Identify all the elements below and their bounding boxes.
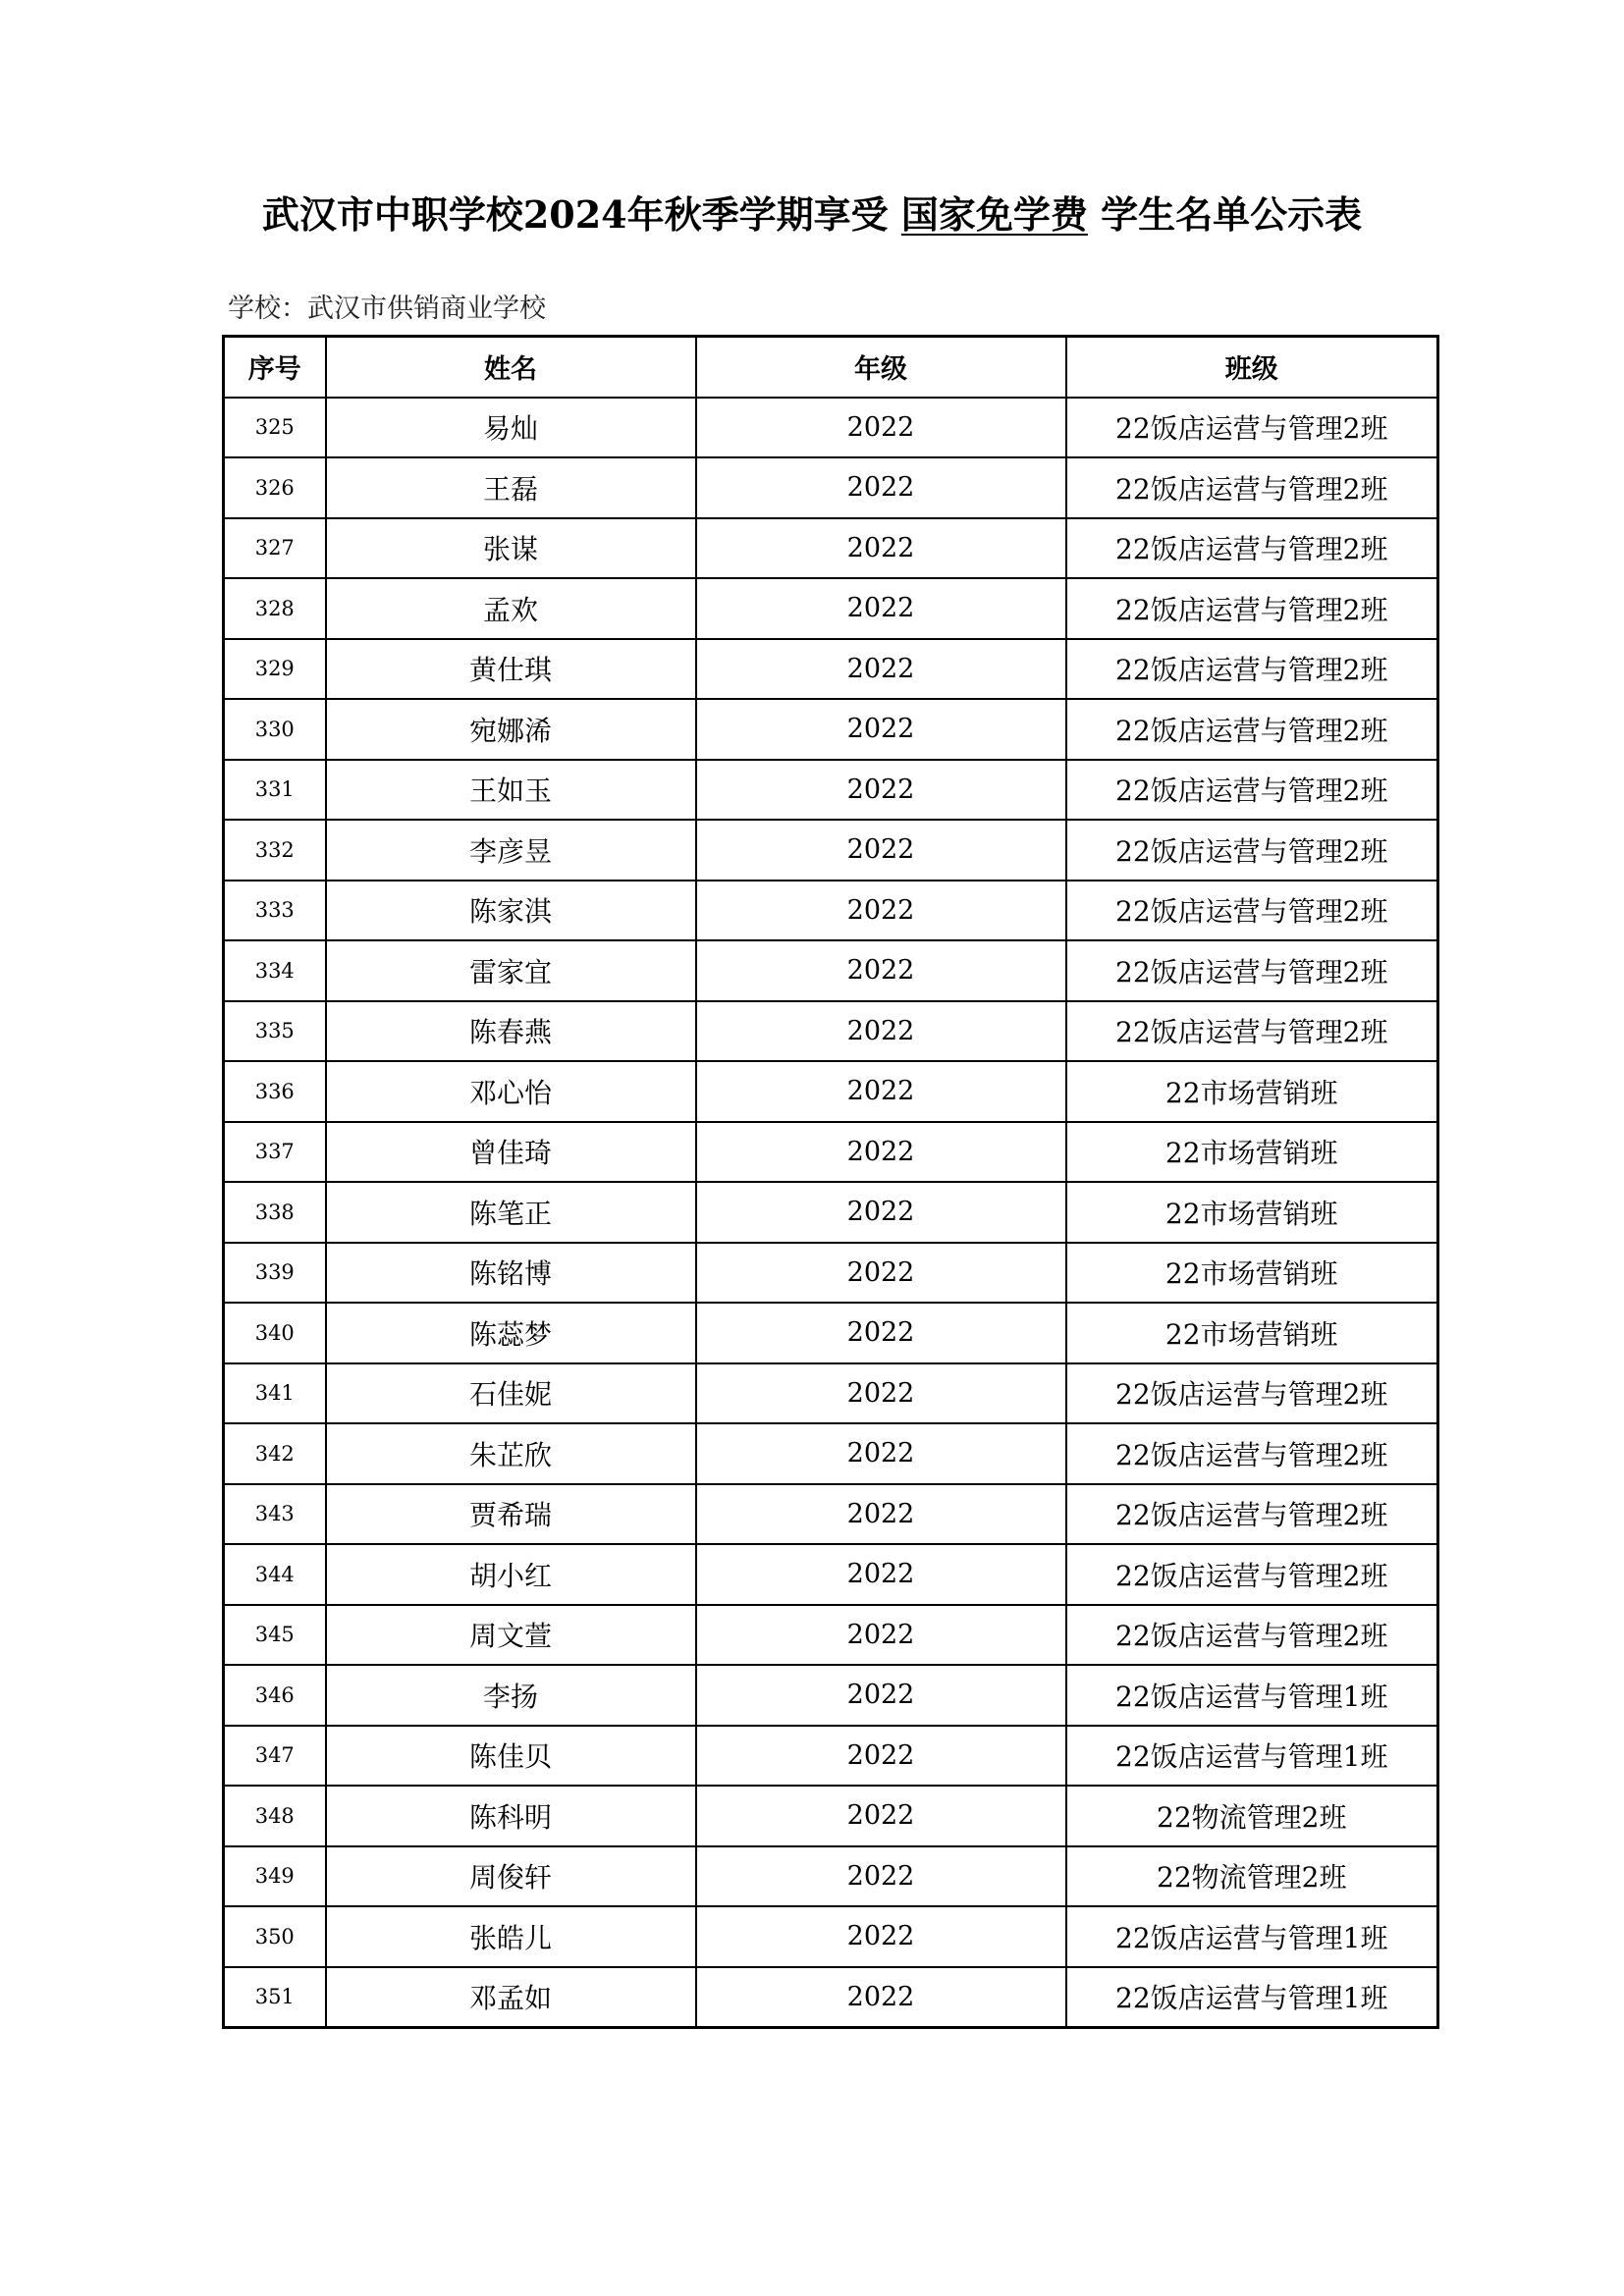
cell-name: 王磊 — [326, 457, 696, 518]
cell-grade: 2022 — [696, 1967, 1066, 2028]
cell-name: 周俊轩 — [326, 1846, 696, 1907]
cell-seq: 350 — [224, 1906, 326, 1967]
cell-class: 22饭店运营与管理1班 — [1066, 1665, 1438, 1726]
cell-name: 陈佳贝 — [326, 1726, 696, 1787]
cell-class: 22饭店运营与管理2班 — [1066, 1484, 1438, 1545]
cell-grade: 2022 — [696, 457, 1066, 518]
table-row — [224, 760, 1438, 821]
title-suffix: 学生名单公示表 — [1101, 192, 1363, 237]
header-grade: 年级 — [696, 337, 1066, 398]
cell-seq: 327 — [224, 518, 326, 579]
cell-seq: 328 — [224, 578, 326, 639]
cell-grade: 2022 — [696, 1001, 1066, 1062]
table-row — [224, 699, 1438, 760]
cell-name: 陈春燕 — [326, 1001, 696, 1062]
cell-name: 邓心怡 — [326, 1061, 696, 1122]
cell-seq: 346 — [224, 1665, 326, 1726]
cell-grade: 2022 — [696, 1363, 1066, 1424]
cell-grade: 2022 — [696, 1303, 1066, 1363]
table-row — [224, 1605, 1438, 1666]
cell-seq: 338 — [224, 1182, 326, 1243]
cell-name: 胡小红 — [326, 1544, 696, 1605]
cell-class: 22饭店运营与管理2班 — [1066, 1544, 1438, 1605]
page-title — [0, 185, 1624, 239]
cell-class: 22饭店运营与管理2班 — [1066, 1605, 1438, 1666]
header-class: 班级 — [1066, 337, 1438, 398]
cell-class: 22市场营销班 — [1066, 1061, 1438, 1122]
table-row — [224, 1303, 1438, 1363]
table-row — [224, 940, 1438, 1001]
cell-seq: 343 — [224, 1484, 326, 1545]
cell-class: 22饭店运营与管理2班 — [1066, 398, 1438, 458]
cell-grade: 2022 — [696, 1243, 1066, 1304]
cell-name: 陈铭博 — [326, 1243, 696, 1304]
cell-seq: 330 — [224, 699, 326, 760]
cell-seq: 329 — [224, 639, 326, 700]
cell-name: 邓孟如 — [326, 1967, 696, 2028]
table-row — [224, 1243, 1438, 1304]
cell-class: 22物流管理2班 — [1066, 1846, 1438, 1907]
cell-class: 22饭店运营与管理2班 — [1066, 518, 1438, 579]
cell-name: 黄仕琪 — [326, 639, 696, 700]
cell-grade: 2022 — [696, 760, 1066, 821]
cell-name: 陈笔正 — [326, 1182, 696, 1243]
cell-class: 22市场营销班 — [1066, 1122, 1438, 1183]
header-name: 姓名 — [326, 337, 696, 398]
table-row — [224, 518, 1438, 579]
table-row — [224, 1423, 1438, 1484]
table-row — [224, 639, 1438, 700]
school-name-line: 学校：武汉市供销商业学校 — [228, 294, 546, 324]
table-row — [224, 1906, 1438, 1967]
cell-seq: 344 — [224, 1544, 326, 1605]
table-row — [224, 457, 1438, 518]
cell-grade: 2022 — [696, 1605, 1066, 1666]
cell-grade: 2022 — [696, 398, 1066, 458]
cell-class: 22饭店运营与管理2班 — [1066, 457, 1438, 518]
title-underlined-subsidy: 国家免学费 — [900, 192, 1088, 237]
cell-grade: 2022 — [696, 699, 1066, 760]
cell-class: 22市场营销班 — [1066, 1243, 1438, 1304]
cell-name: 陈蕊梦 — [326, 1303, 696, 1363]
cell-grade: 2022 — [696, 1906, 1066, 1967]
cell-class: 22饭店运营与管理2班 — [1066, 940, 1438, 1001]
cell-name: 雷家宜 — [326, 940, 696, 1001]
cell-seq: 340 — [224, 1303, 326, 1363]
cell-grade: 2022 — [696, 820, 1066, 881]
cell-class: 22饭店运营与管理2班 — [1066, 1001, 1438, 1062]
cell-name: 张皓儿 — [326, 1906, 696, 1967]
cell-grade: 2022 — [696, 518, 1066, 579]
table-row — [224, 1967, 1438, 2028]
cell-name: 曾佳琦 — [326, 1122, 696, 1183]
table-row — [224, 881, 1438, 941]
cell-seq: 351 — [224, 1967, 326, 2028]
cell-class: 22市场营销班 — [1066, 1182, 1438, 1243]
cell-class: 22饭店运营与管理2班 — [1066, 639, 1438, 700]
cell-class: 22饭店运营与管理2班 — [1066, 760, 1438, 821]
cell-name: 宛娜浠 — [326, 699, 696, 760]
table-body — [224, 398, 1438, 2028]
cell-seq: 326 — [224, 457, 326, 518]
cell-seq: 332 — [224, 820, 326, 881]
table-row — [224, 1726, 1438, 1787]
cell-class: 22饭店运营与管理1班 — [1066, 1967, 1438, 2028]
cell-name: 石佳妮 — [326, 1363, 696, 1424]
cell-seq: 348 — [224, 1786, 326, 1846]
cell-name: 易灿 — [326, 398, 696, 458]
student-list-table — [222, 335, 1439, 2029]
table-row — [224, 1846, 1438, 1907]
cell-seq: 342 — [224, 1423, 326, 1484]
cell-grade: 2022 — [696, 1423, 1066, 1484]
table-row — [224, 820, 1438, 881]
cell-seq: 337 — [224, 1122, 326, 1183]
cell-name: 陈家淇 — [326, 881, 696, 941]
cell-seq: 334 — [224, 940, 326, 1001]
cell-grade: 2022 — [696, 1061, 1066, 1122]
cell-class: 22饭店运营与管理2班 — [1066, 578, 1438, 639]
cell-seq: 336 — [224, 1061, 326, 1122]
cell-class: 22饭店运营与管理2班 — [1066, 820, 1438, 881]
cell-class: 22饭店运营与管理2班 — [1066, 881, 1438, 941]
table-row — [224, 1182, 1438, 1243]
cell-class: 22市场营销班 — [1066, 1303, 1438, 1363]
cell-seq: 349 — [224, 1846, 326, 1907]
cell-class: 22饭店运营与管理2班 — [1066, 1423, 1438, 1484]
cell-name: 张谋 — [326, 518, 696, 579]
table-row — [224, 1061, 1438, 1122]
cell-grade: 2022 — [696, 940, 1066, 1001]
cell-seq: 345 — [224, 1605, 326, 1666]
cell-grade: 2022 — [696, 1665, 1066, 1726]
title-prefix: 武汉市中职学校2024年秋季学期享受 — [261, 192, 889, 237]
header-seq: 序号 — [224, 337, 326, 398]
cell-grade: 2022 — [696, 639, 1066, 700]
cell-seq: 333 — [224, 881, 326, 941]
cell-class: 22饭店运营与管理2班 — [1066, 1363, 1438, 1424]
table-row — [224, 578, 1438, 639]
cell-name: 李扬 — [326, 1665, 696, 1726]
cell-class: 22饭店运营与管理2班 — [1066, 699, 1438, 760]
table-row — [224, 398, 1438, 458]
cell-seq: 335 — [224, 1001, 326, 1062]
table-row — [224, 1122, 1438, 1183]
cell-grade: 2022 — [696, 881, 1066, 941]
cell-seq: 325 — [224, 398, 326, 458]
cell-grade: 2022 — [696, 1726, 1066, 1787]
cell-class: 22饭店运营与管理1班 — [1066, 1726, 1438, 1787]
cell-grade: 2022 — [696, 1484, 1066, 1545]
cell-grade: 2022 — [696, 1544, 1066, 1605]
table-row — [224, 1363, 1438, 1424]
cell-grade: 2022 — [696, 1182, 1066, 1243]
table-row — [224, 1001, 1438, 1062]
table-row — [224, 1544, 1438, 1605]
cell-class: 22物流管理2班 — [1066, 1786, 1438, 1846]
cell-grade: 2022 — [696, 1122, 1066, 1183]
cell-name: 周文萱 — [326, 1605, 696, 1666]
cell-name: 李彦昱 — [326, 820, 696, 881]
cell-name: 贾希瑞 — [326, 1484, 696, 1545]
cell-class: 22饭店运营与管理1班 — [1066, 1906, 1438, 1967]
cell-seq: 339 — [224, 1243, 326, 1304]
cell-name: 陈科明 — [326, 1786, 696, 1846]
cell-seq: 341 — [224, 1363, 326, 1424]
cell-grade: 2022 — [696, 578, 1066, 639]
cell-name: 王如玉 — [326, 760, 696, 821]
cell-name: 朱芷欣 — [326, 1423, 696, 1484]
table-row — [224, 1665, 1438, 1726]
cell-grade: 2022 — [696, 1846, 1066, 1907]
cell-seq: 347 — [224, 1726, 326, 1787]
table-header-row — [224, 337, 1438, 398]
cell-name: 孟欢 — [326, 578, 696, 639]
cell-grade: 2022 — [696, 1786, 1066, 1846]
table-row — [224, 1786, 1438, 1846]
table-row — [224, 1484, 1438, 1545]
cell-seq: 331 — [224, 760, 326, 821]
